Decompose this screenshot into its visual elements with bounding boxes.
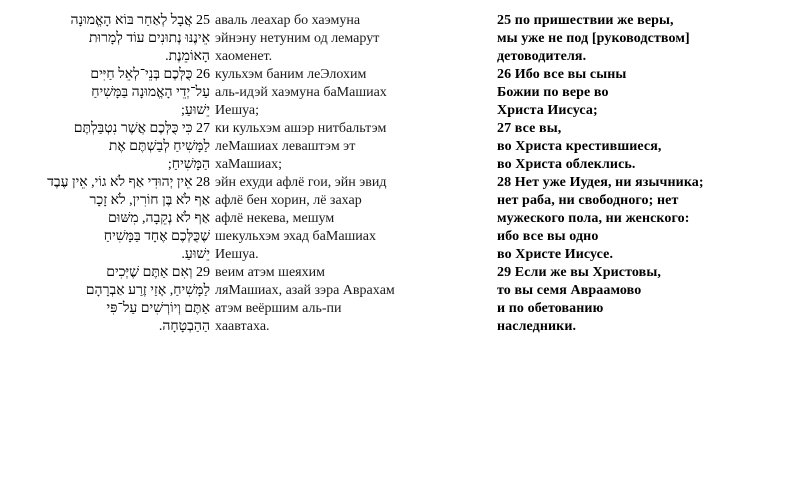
hebrew-line: יֵשׁוּעַ; [181, 103, 210, 118]
russian-translation-column [497, 12, 797, 336]
transliteration-line: Иешуа. [215, 247, 259, 262]
transliteration-line: эйнэну нетуним од лемарут [215, 31, 380, 46]
russian-line: наследники. [497, 319, 577, 334]
transliteration-line: эйн ехуди афлё гои, эйн эвид [215, 175, 387, 190]
hebrew-line: 25 אֲבָל לְאַחַר בּוֹא הָאֱמוּנָה [70, 13, 210, 28]
transliteration-line: хаоменет. [215, 49, 273, 64]
transliteration-line: леМашиах леваштэм эт [215, 139, 356, 154]
transliteration-line: шекульхэм эхад баМашиах [215, 229, 377, 244]
transliteration-line: аваль леахар бо хаэмуна [215, 13, 361, 28]
transliteration-line: ки кульхэм ашэр нитбальтэм [215, 121, 387, 136]
transliteration-line: афлё некева, мешум [215, 211, 335, 226]
russian-line: детоводителя. [497, 49, 587, 64]
russian-line: во Христе Иисусе. [497, 247, 614, 262]
transliteration-line: ляМашиах, азай зэра Авраxам [215, 283, 395, 298]
russian-line: 28 Нет уже Иудея, ни язычника; [497, 175, 704, 190]
russian-line: 27 все вы, [497, 121, 562, 136]
transliteration-line: кульхэм баним леЭлохим [215, 67, 367, 82]
russian-line: Христа Иисуса; [497, 103, 598, 118]
hebrew-line: לַמָּשִׁיחַ לְבַשְׁתֶּם אֶת [108, 139, 210, 154]
hebrew-line: 27 כִּי כֻּלְּכֶם אֲשֶׁר נִטְבַּלְתֶּם [73, 121, 210, 136]
hebrew-line: הָאוֹמֵנֶת. [165, 49, 210, 64]
hebrew-line: 28 אֵין יְהוּדִי אַף לֹא גוֹי, אֵין עֶבֶד [47, 175, 210, 190]
hebrew-line: לַמָּשִׁיחַ, אָזַי זֶרַע אַבְרָהָם [85, 283, 210, 298]
russian-line: нет раба, ни свободного; нет [497, 193, 679, 208]
transliteration-line: афлё бен хорин, лё захар [215, 193, 362, 208]
transliteration-column [215, 12, 485, 336]
hebrew-line: יֵשׁוּעַ. [181, 247, 210, 262]
russian-line: мы уже не под [руководством] [497, 31, 690, 46]
russian-line: 25 по пришествии же веры, [497, 13, 674, 28]
russian-line: Божии по вере во [497, 85, 609, 100]
hebrew-line: אֵינֶנּוּ נְתוּנִים עוֹד לְמָרוּת [89, 31, 210, 46]
hebrew-line: אַף לֹא נְקֵבָה, מִשּׁוּם [108, 211, 210, 226]
hebrew-text-column [0, 12, 210, 336]
hebrew-line: אַתֶּם וְיוֹרְשִׁים עַל־פִּי [106, 301, 210, 316]
russian-line: 29 Если же вы Христовы, [497, 265, 661, 280]
transliteration-line: хаМашиах; [215, 157, 283, 172]
transliteration-line: веим атэм шеяхим [215, 265, 325, 280]
transliteration-line: атэм веёршим аль-пи [215, 301, 342, 316]
hebrew-line: הַמָּשִׁיחַ; [167, 157, 210, 172]
russian-line: во Христа облеклись. [497, 157, 636, 172]
russian-line: во Христа крестившиеся, [497, 139, 662, 154]
hebrew-line: 26 כֻּלְּכֶם בְּנֵי־לְאֵל חַיִּים [90, 67, 210, 82]
hebrew-line: הַהַבְטָחָה. [158, 319, 210, 334]
transliteration-line: аль-идэй хаэмуна баМашиах [215, 85, 387, 100]
hebrew-line: אַף לֹא בֶּן חוֹרִין, לֹא זָכָר [89, 193, 210, 208]
transliteration-line: хаавтаха. [215, 319, 270, 334]
hebrew-line: עַל־יְדֵי הָאֱמוּנָה בַּמָּשִׁיחַ [91, 85, 210, 100]
russian-line: ибо все вы одно [497, 229, 599, 244]
hebrew-line: 29 וְאִם אַתֶּם שֶׁיְּכִים [106, 265, 210, 280]
russian-line: мужеского пола, ни женского: [497, 211, 690, 226]
hebrew-line: שֶׁכֻּלְּכֶם אֶחָד בַּמָּשִׁיחַ [103, 229, 210, 244]
russian-line: 26 Ибо все вы сыны [497, 67, 627, 82]
transliteration-line: Иешуа; [215, 103, 260, 118]
russian-line: то вы семя Авраамово [497, 283, 642, 298]
russian-line: и по обетованию [497, 301, 604, 316]
